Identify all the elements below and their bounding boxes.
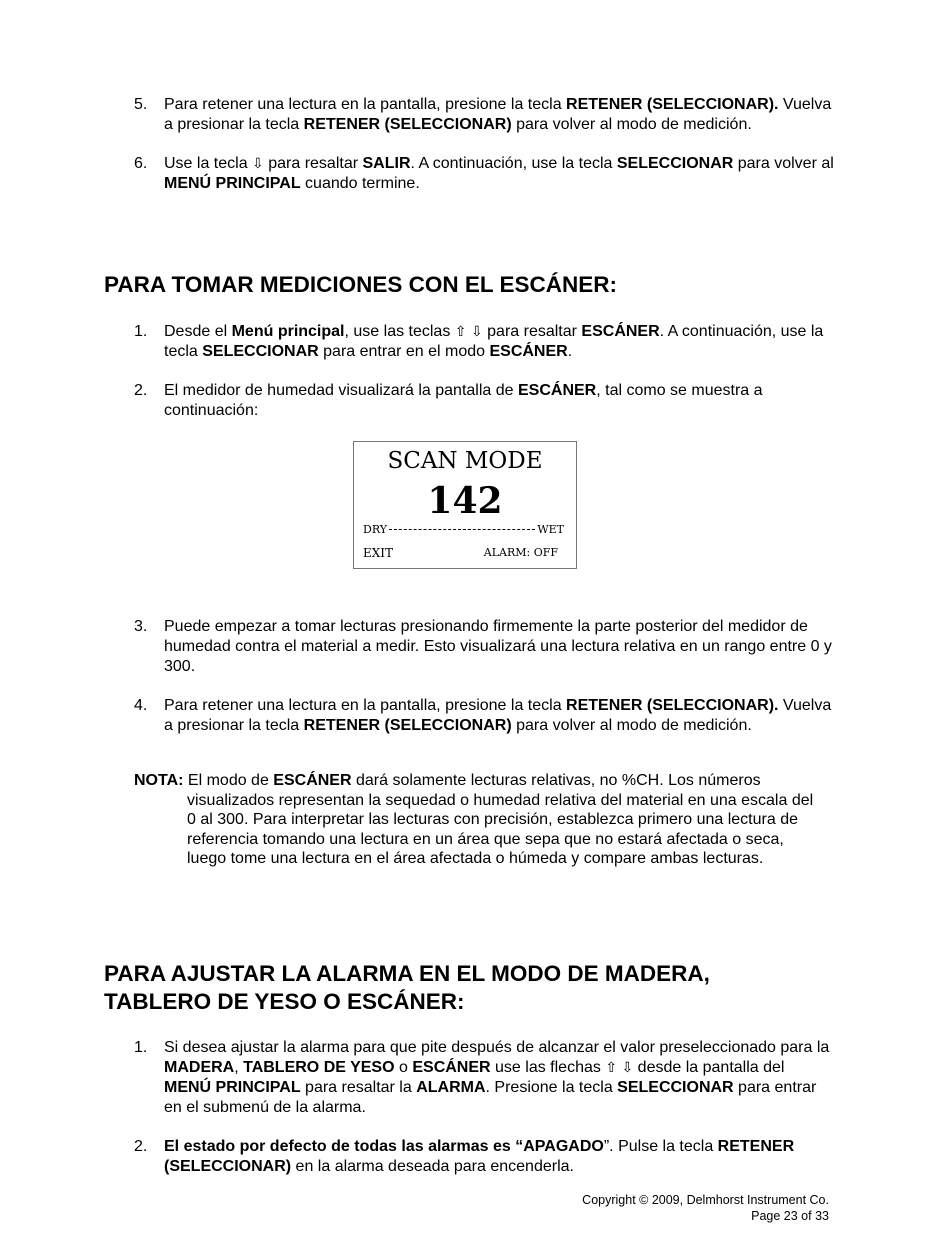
page-number: Page 23 of 33 (751, 1209, 829, 1223)
text-run: . Presione la tecla (485, 1079, 618, 1096)
text-run: Use la tecla (164, 155, 253, 172)
text-run: Desde el (164, 323, 232, 340)
list-item-number: 1. (134, 323, 148, 340)
list-item-number: 3. (134, 618, 148, 635)
note-body (183, 772, 813, 867)
list-item (134, 154, 834, 194)
bold-text: RETENER (SELECCIONAR). (566, 697, 779, 714)
text-run: El modo de (183, 772, 274, 789)
list-item-text (164, 1137, 834, 1177)
lcd-dry-wet-bar (363, 523, 564, 536)
bold-text: MENÚ PRINCIPAL (164, 1079, 301, 1096)
list-item (134, 617, 834, 677)
heading-alarm (104, 960, 864, 1016)
text-run: para volver al modo de medición. (511, 717, 752, 734)
arrow-down-icon: ⇩ (470, 324, 483, 340)
bold-text: Menú principal (231, 323, 345, 340)
arrow-up-icon: ⇧ (605, 1060, 618, 1076)
arrow-down-icon: ⇩ (252, 156, 264, 172)
text-run: dará solamente lecturas relativas, no %CH. Los números visualizados representan la sequedad o humedad relativa del material en una escala del 0 al 300. Para interpretar las lecturas con precisión, establezca primero una lectura de referencia tomando una lectura en un área que sepa que no estará afectada o seca, luego tome una lectura en el área afectada o húmeda y compare ambas lecturas. (187, 772, 814, 867)
bold-text: SELECCIONAR (616, 155, 734, 172)
text-run: , use las teclas (344, 323, 455, 340)
list-item-text (164, 1038, 834, 1118)
text-run: Puede empezar a tomar lecturas presionando firmemente la parte posterior del medidor de humedad contra el material a medir. Esto visualizará una lectura relativa en un rango entre 0 y 300. (164, 618, 832, 675)
list-item (134, 381, 834, 421)
text-run: en la alarma deseada para encenderla. (291, 1158, 574, 1175)
lcd-value: 142 (427, 480, 503, 522)
steps-list-scanner-a (134, 322, 834, 421)
bold-text: SELECCIONAR (202, 343, 319, 360)
lcd-title: SCAN MODE (387, 448, 543, 474)
lcd-dry-label: DRY (363, 523, 388, 536)
bold-text: ESCÁNER (489, 343, 568, 360)
steps-list-alarm (134, 1038, 834, 1177)
bold-text: ESCÁNER (273, 772, 352, 789)
list-item-text (164, 154, 834, 194)
list-item-number: 2. (134, 382, 148, 399)
text-run: Para retener una lectura en la pantalla, presione la tecla (164, 697, 567, 714)
list-item (134, 95, 834, 135)
text-run: Vuelva a presionar la tecla (164, 96, 832, 133)
bold-text: SELECCIONAR (617, 1079, 734, 1096)
list-item-number: 4. (134, 697, 148, 714)
text-run: . (567, 343, 573, 360)
heading-alarm-line2: TABLERO DE YESO O ESCÁNER: (104, 989, 465, 1014)
text-run: o (394, 1059, 413, 1076)
text-run: para entrar en el modo (318, 343, 490, 360)
bold-text: SALIR (362, 155, 411, 172)
text-run: , tal como se muestra a continuación: (164, 382, 763, 419)
heading-alarm-line1: PARA AJUSTAR LA ALARMA EN EL MODO DE MADERA, (104, 961, 710, 986)
list-item-text (164, 617, 834, 677)
list-item (134, 1038, 834, 1118)
copyright-text: Copyright © 2009, Delmhorst Instrument Co. (582, 1193, 829, 1207)
bold-text: ALARMA (416, 1079, 486, 1096)
list-item-text (164, 322, 834, 362)
steps-list-top (134, 95, 834, 194)
text-run: use las flechas (490, 1059, 606, 1076)
text-run: , (234, 1059, 244, 1076)
text-run: desde la pantalla del (633, 1059, 785, 1076)
bold-text: RETENER (SELECCIONAR). (566, 96, 779, 113)
list-item-number: 5. (134, 96, 148, 113)
arrow-down-icon: ⇩ (621, 1060, 634, 1076)
list-item (134, 696, 834, 736)
text-run: para volver al modo de medición. (511, 116, 752, 133)
steps-list-scanner-b (134, 617, 834, 736)
note-paragraph (134, 771, 824, 869)
note-block (134, 771, 824, 869)
lcd-scale-line (389, 529, 535, 530)
text-run: El medidor de humedad visualizará la pantalla de (164, 382, 518, 399)
text-run: . A continuación, use la tecla (410, 155, 617, 172)
lcd-wet-label: WET (537, 523, 564, 536)
scan-mode-display (353, 441, 577, 569)
text-run: Si desea ajustar la alarma para que pite después de alcanzar el valor preseleccionado para la (164, 1039, 830, 1056)
bold-text: El estado por defecto de todas las alarmas es “APAGADO (164, 1138, 604, 1155)
bold-text: ESCÁNER (412, 1059, 491, 1076)
list-item-number: 1. (134, 1039, 148, 1056)
lcd-exit-label: EXIT (363, 546, 394, 560)
list-item (134, 1137, 834, 1177)
arrow-up-icon: ⇧ (454, 324, 467, 340)
heading-scanner: PARA TOMAR MEDICIONES CON EL ESCÁNER: (104, 272, 617, 297)
text-run: para resaltar (482, 323, 582, 340)
bold-text: TABLERO DE YESO (243, 1059, 395, 1076)
text-run: para resaltar la (300, 1079, 417, 1096)
bold-text: ESCÁNER (581, 323, 660, 340)
list-item (134, 322, 834, 362)
list-item-text (164, 696, 834, 736)
page-footer (582, 1192, 829, 1224)
text-run: para entrar en el submenú de la alarma. (164, 1079, 817, 1116)
text-run: para volver al (733, 155, 834, 172)
text-run: Vuelva a presionar la tecla (164, 697, 832, 734)
list-item-text (164, 381, 834, 421)
list-item-text (164, 95, 834, 135)
list-item-number: 6. (134, 155, 148, 172)
bold-text: MENÚ PRINCIPAL (164, 175, 301, 192)
bold-text: ESCÁNER (518, 382, 597, 399)
text-run: ”. Pulse la tecla (603, 1138, 718, 1155)
bold-text: RETENER (SELECCIONAR) (164, 1138, 795, 1175)
list-item-number: 2. (134, 1138, 148, 1155)
note-label: NOTA: (134, 772, 184, 789)
text-run: . A continuación, use la tecla (164, 323, 824, 360)
text-run: para resaltar (263, 155, 363, 172)
bold-text: RETENER (SELECCIONAR) (303, 116, 512, 133)
bold-text: MADERA (164, 1059, 235, 1076)
bold-text: RETENER (SELECCIONAR) (303, 717, 512, 734)
text-run: Para retener una lectura en la pantalla, presione la tecla (164, 96, 567, 113)
text-run: cuando termine. (300, 175, 420, 192)
lcd-alarm-status: ALARM: OFF (483, 546, 558, 559)
